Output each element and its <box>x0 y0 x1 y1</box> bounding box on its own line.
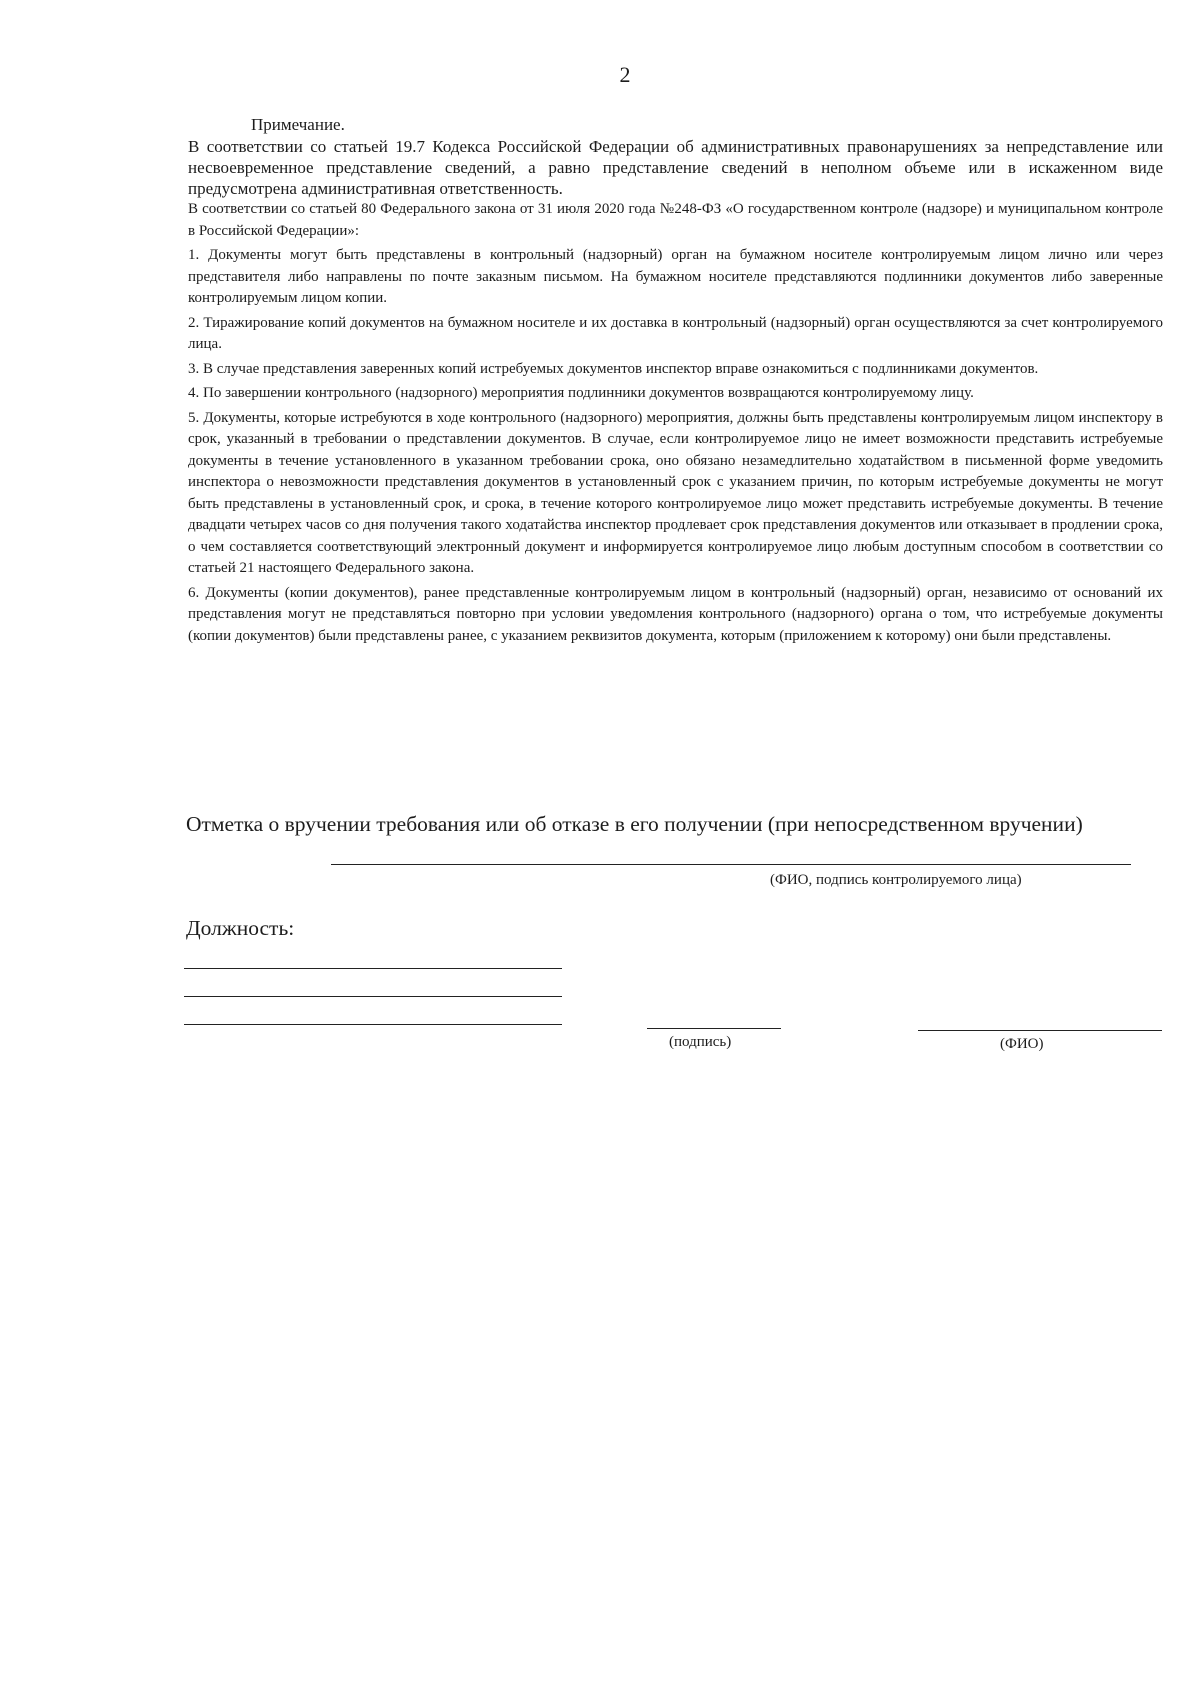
fio-caption: (ФИО) <box>1000 1036 1044 1052</box>
delivery-mark-signature-line <box>331 864 1131 865</box>
note-item-4: 4. По завершении контрольного (надзорного) мероприятия подлинники документов возвращаются контролируемому лицу. <box>188 385 974 401</box>
note-item-3: 3. В случае представления заверенных копий истребуемых документов инспектор вправе ознакомиться с подлинниками документов. <box>188 360 1039 377</box>
fio-line <box>918 1030 1162 1031</box>
note-intro: В соответствии со статьей 19.7 Кодекса Российской Федерации об административных правонарушениях за непредставление или несвоевременное представление сведений, а равно представление сведений в неполном объеме или в искаженном виде предусмотрена административная ответственность. <box>188 137 1163 198</box>
note-law-reference: В соответствии со статьей 80 Федерального закона от 31 июля 2020 года №248-ФЗ «О государственном контроле (надзоре) и муниципальном контроле в Российской Федерации»: <box>188 201 1163 239</box>
note-title: Примечание. <box>251 115 345 134</box>
note-item-1: 1. Документы могут быть представлены в контрольный (надзорный) орган на бумажном носителе контролируемым лицом лично или через представителя либо направлены по почте заказным письмом. На бумажном носителе представляются подлинники документов либо заверенные контролируемым лицом копии. <box>188 247 1163 306</box>
page-number: 2 <box>619 62 631 87</box>
delivery-mark-caption: (ФИО, подпись контролируемого лица) <box>770 872 1022 888</box>
signature-line <box>647 1028 781 1029</box>
position-line-3 <box>184 1024 562 1025</box>
signature-caption: (подпись) <box>669 1034 732 1050</box>
position-line-1 <box>184 968 562 969</box>
position-line-2 <box>184 996 562 997</box>
delivery-mark-text: Отметка о вручении требования или об отказе в его получении (при непосредственном вручении) <box>186 812 1083 836</box>
position-label: Должность: <box>186 916 295 940</box>
note-section <box>188 114 1163 647</box>
note-item-6: 6. Документы (копии документов), ранее представленные контролируемым лицом в контрольный (надзорный) орган, независимо от оснований их представления могут не представляться повторно при условии уведомления контрольного (надзорного) органа о том, что истребуемые документы (копии документов) были представлены ранее, с указанием реквизитов документа, которым (приложением к которому) они были представлены. <box>188 584 1163 644</box>
note-item-2: 2. Тиражирование копий документов на бумажном носителе и их доставка в контрольный (надзорный) орган осуществляются за счет контролируемого лица. <box>188 314 1163 352</box>
note-item-5: 5. Документы, которые истребуются в ходе контрольного (надзорного) мероприятия, должны быть представлены контролируемым лицом инспектору в срок, указанный в требовании о представлении документов. В случае, если контролируемое лицо не имеет возможности представить истребуемые документы в течение установленного в указанном требовании срока, оно обязано незамедлительно ходатайством в письменной форме уведомить инспектора о невозможности представления документов в установленный срок с указанием причин, по которым истребуемые документы не могут быть представлены в установленный срок, и срока, в течение которого контролируемое лицо может представить истребуемые документы. В течение двадцати четырех часов со дня получения такого ходатайства инспектор продлевает срок представления документов или отказывает в продлении срока, о чем составляется соответствующий электронный документ и информируется контролируемое лицо любым доступным способом в соответствии со статьей 21 настоящего Федерального закона. <box>188 409 1163 576</box>
